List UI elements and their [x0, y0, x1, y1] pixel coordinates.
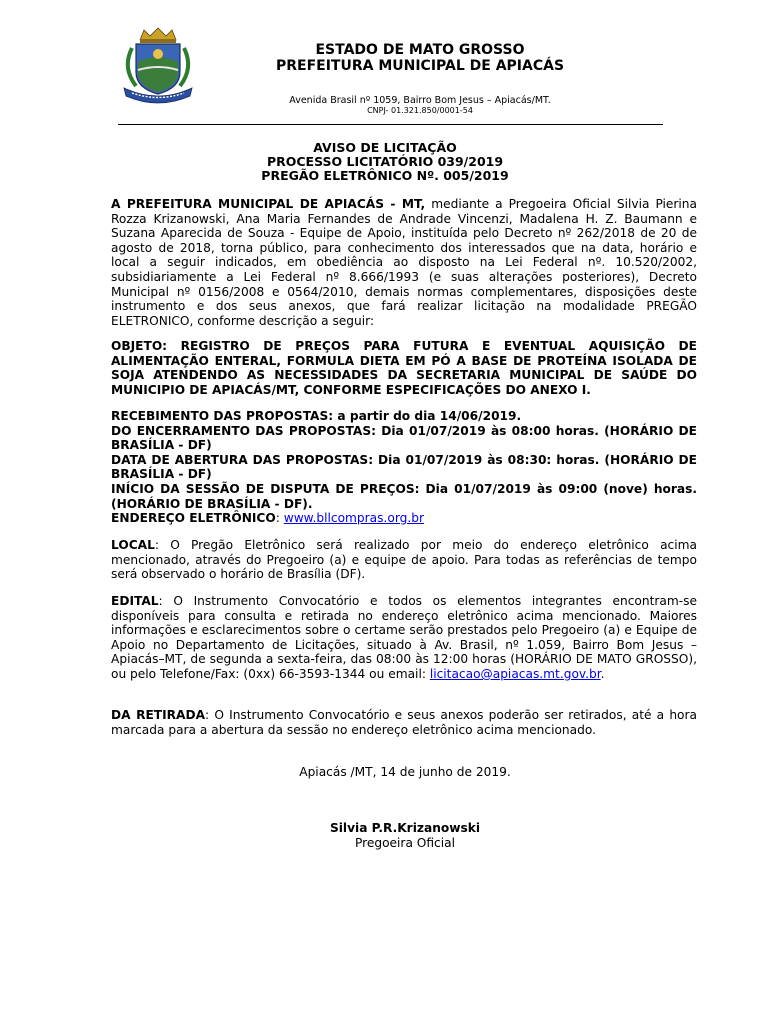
header-prefeitura: PREFEITURA MUNICIPAL DE APIACÁS: [275, 58, 565, 74]
header-cnpj: CNPJ- 01.321.850/0001-54: [367, 106, 473, 115]
edital-text: : O Instrumento Convocatório e todos os elementos integrantes encontram-se disponíveis para consulta e retirada no endereço eletrônico acima mencionado. Maiores informações e esclarecimentos sobre o certame serão prestados pelo Pregoeiro (a) e Equipe de Apoio no Departamento de Licitações, situado à Av. Brasil, nº 1.059, Bairro Bom Jesus – Apiacás–MT, de segunda a sexta-feira, das 08:00 às 12:00 horas (HORÁRIO DE MATO GROSSO), ou pelo Telefone/Fax: (0xx) 66-3593-1344 ou email:: [111, 594, 697, 681]
municipal-crest-icon: [118, 26, 198, 104]
header-address: Avenida Brasil nº 1059, Bairro Bom Jesus – Apiacás/MT.: [289, 95, 551, 106]
recebimento-line: RECEBIMENTO DAS PROPOSTAS: a partir do dia 14/06/2019.: [111, 409, 522, 423]
objeto-paragraph: OBJETO: REGISTRO DE PREÇOS PARA FUTURA E EVENTUAL AQUISIÇÃO DE ALIMENTAÇÃO ENTERAL, FORMULA DIETA EM PÓ A BASE DE PROTEÍNA ISOLADA DE SOJA ATENDENDO AS NECESSIDADES DA SECRETARIA MUNICIPAL DE SAÚDE DO MUNICIPIO DE APIACÁS/MT, CONFORME ESPECIFICAÇÕES DO ANEXO I.: [111, 339, 697, 397]
local-text: : O Pregão Eletrônico será realizado por meio do endereço eletrônico acima mencionado, através do Pregoeiro (a) e equipe de apoio. Para todas as referências de tempo será observado o horário de Brasília (DF).: [111, 538, 697, 582]
intro-text: mediante a Pregoeira Oficial Silvia Pierina Rozza Krizanowski, Ana Maria Fernandes de Andrade Vincenzi, Madalena H. Z. Baumann e Suzana Aparecida de Souza - Equipe de Apoio, instituída pelo Decreto nº 262/2018 de 20 de agosto de 2018, torna público, para conhecimento dos interessados que na data, horário e local a seguir indicados, em obediência ao disposto na Lei Federal nº. 10.520/2002, subsidiariamente a Lei Federal nº 8.666/1993 (e suas alterações posteriores), Decreto Municipal nº 0156/2008 e 0564/2010, demais normas complementares, disposições deste instrumento e dos seus anexos, que fará realizar licitação na modalidade PREGÃO ELETRONICO, conforme descrição a seguir:: [111, 197, 698, 328]
encerramento-line: DO ENCERRAMENTO DAS PROPOSTAS: Dia 01/07/2019 às 08:00 horas. (HORÁRIO DE BRASÍLIA - DF): [111, 423, 697, 453]
sessao-line: INÍCIO DA SESSÃO DE DISPUTA DE PREÇOS: Dia 01/07/2019 às 09:00 (nove) horas. (HORÁRIO DE BRASÍLIA - DF).: [111, 481, 697, 511]
retirada-label: DA RETIRADA: [111, 708, 206, 722]
local-label: LOCAL: [111, 538, 155, 552]
title-pregao: PREGÃO ELETRÔNICO Nº. 005/2019: [261, 168, 509, 183]
title-aviso: AVISO DE LICITAÇÃO: [313, 140, 457, 155]
signatory-role: Pregoeira Oficial: [354, 836, 456, 850]
retirada-paragraph: [111, 708, 697, 737]
header-divider: [118, 124, 663, 125]
header-state: ESTADO DE MATO GROSSO: [315, 42, 525, 58]
footer-date: Apiacás /MT, 14 de junho de 2019.: [299, 765, 511, 779]
edital-end: .: [600, 666, 605, 681]
endereco-label: ENDEREÇO ELETRÔNICO: [111, 511, 276, 526]
signatory-name: Silvia P.R.Krizanowski: [329, 821, 481, 835]
endereco-link[interactable]: www.bllcompras.org.br: [283, 511, 424, 526]
endereco-sep: :: [275, 511, 284, 526]
endereco-line: [111, 511, 697, 526]
edital-paragraph: [111, 594, 697, 682]
edital-label: EDITAL: [111, 594, 159, 608]
local-paragraph: [111, 538, 697, 582]
dates-block: [111, 409, 697, 526]
intro-paragraph: [111, 197, 697, 328]
intro-lead: A PREFEITURA MUNICIPAL DE APIACÁS - MT,: [111, 197, 426, 211]
title-processo: PROCESSO LICITATÓRIO 039/2019: [266, 154, 504, 169]
edital-email-link[interactable]: licitacao@apiacas.mt.gov.br: [429, 666, 601, 681]
retirada-text: : O Instrumento Convocatório e seus anexos poderão ser retirados, até a hora marcada para a abertura da sessão no endereço eletrônico acima mencionado.: [111, 708, 697, 737]
abertura-line: DATA DE ABERTURA DAS PROPOSTAS: Dia 01/07/2019 às 08:30: horas. (HORÁRIO DE BRASÍLIA - DF): [111, 452, 697, 482]
